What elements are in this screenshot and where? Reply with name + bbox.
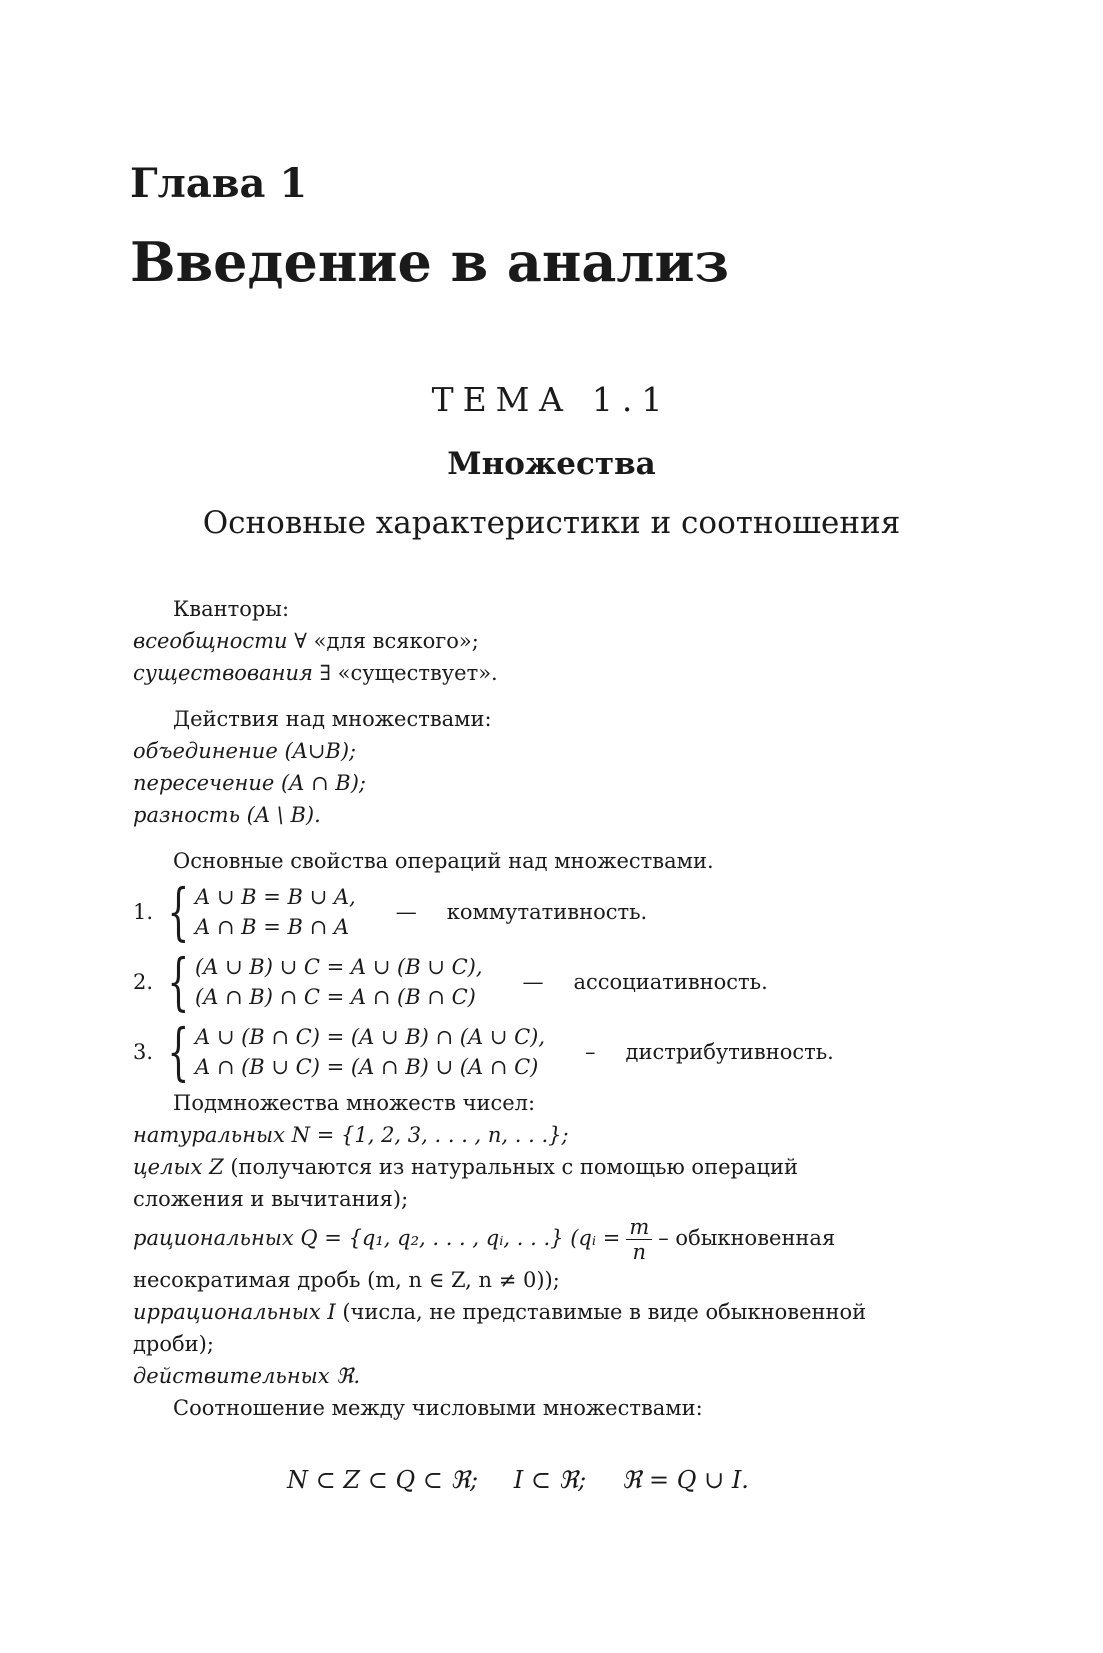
term: натуральных xyxy=(133,1123,285,1147)
property-name: дистрибутивность. xyxy=(625,1040,834,1064)
integer-numbers xyxy=(133,1151,903,1215)
topic-title: Множества xyxy=(447,446,656,482)
operation-union xyxy=(133,735,903,767)
real-numbers xyxy=(133,1360,903,1392)
formula: Z xyxy=(202,1155,224,1179)
formula: A ∪ B = B ∪ A, xyxy=(195,885,356,909)
dash: — xyxy=(395,900,417,924)
brace-icon: { xyxy=(167,945,190,1018)
formula: ℜ. xyxy=(329,1364,361,1388)
term: существования xyxy=(133,661,313,685)
existential-quantifier xyxy=(133,657,903,689)
natural-numbers xyxy=(133,1119,903,1151)
operations-intro: Действия над множествами: xyxy=(173,707,492,731)
subsets-intro: Подмножества множеств чисел: xyxy=(173,1091,536,1115)
property-name: коммутативность. xyxy=(446,900,648,924)
fraction-denominator: n xyxy=(632,1240,647,1264)
formula: Q = {q₁, q₂, . . . , qᵢ, . . .} (qᵢ = xyxy=(293,1226,621,1250)
property-name: ассоциативность. xyxy=(573,970,768,994)
relations-formula xyxy=(133,1464,903,1496)
dash: – xyxy=(585,1040,596,1064)
chapter-label: Глава 1 xyxy=(130,160,308,207)
relations-intro: Соотношение между числовыми множествами: xyxy=(173,1396,703,1420)
term: иррациональных xyxy=(133,1300,321,1324)
term: объединение xyxy=(133,739,278,763)
term: действительных xyxy=(133,1364,330,1388)
formula: ℜ = Q ∪ I. xyxy=(621,1466,749,1494)
term: целых xyxy=(133,1155,203,1179)
universal-quantifier xyxy=(133,625,903,657)
properties-intro: Основные свойства операций над множествами. xyxy=(173,849,714,873)
topic-label: ТЕМА 1.1 xyxy=(431,380,672,419)
formula: (A \ B). xyxy=(240,803,321,827)
property-item xyxy=(133,947,903,1017)
formula: A ∩ (B ∪ C) = (A ∩ B) ∪ (A ∩ C) xyxy=(195,1055,539,1079)
brace-icon: { xyxy=(167,1015,190,1088)
formula: A ∩ B = B ∩ A xyxy=(195,915,350,939)
item-number: 2. xyxy=(133,970,154,994)
formula: (A ∪ B) ∪ C = A ∪ (B ∪ C), xyxy=(195,955,483,979)
fraction-numerator: m xyxy=(626,1215,652,1240)
chapter-title: Введение в анализ xyxy=(130,230,730,294)
formula: (A ∩ B) ∩ C = A ∩ (B ∩ C) xyxy=(195,985,476,1009)
definition: (получаются из натуральных с помощью операций сложения и вычитания); xyxy=(133,1155,798,1211)
formula: (A∪B); xyxy=(277,739,357,763)
term: всеобщности xyxy=(133,629,288,653)
dash: — xyxy=(522,970,544,994)
formula: A ∪ (B ∩ C) = (A ∪ B) ∩ (A ∪ C), xyxy=(195,1025,546,1049)
formula: I xyxy=(320,1300,336,1324)
topic-subtitle: Основные характеристики и соотношения xyxy=(202,505,901,541)
definition: ∀ «для всякого»; xyxy=(287,629,479,653)
term: разность xyxy=(133,803,240,827)
operation-intersection xyxy=(133,767,903,799)
property-item xyxy=(133,1017,903,1087)
formula: I ⊂ ℜ; xyxy=(513,1466,587,1494)
irrational-numbers xyxy=(133,1296,903,1360)
term: пересечение xyxy=(133,771,275,795)
quantifiers-intro: Кванторы: xyxy=(173,597,290,621)
formula: N = {1, 2, 3, . . . , n, . . .}; xyxy=(285,1123,569,1147)
definition: (числа, не представимые в виде обыкновенной дроби); xyxy=(133,1300,867,1356)
brace-icon: { xyxy=(167,875,190,948)
property-item xyxy=(133,877,903,947)
fraction xyxy=(626,1215,652,1264)
rational-numbers xyxy=(133,1215,903,1296)
formula: (A ∩ B); xyxy=(274,771,366,795)
definition: – обыкновенная несократимая дробь (m, n ∈ Z, n ≠ 0)); xyxy=(133,1226,836,1292)
term: рациональных xyxy=(133,1226,294,1250)
item-number: 1. xyxy=(133,900,154,924)
body-text xyxy=(133,593,903,1496)
operation-difference xyxy=(133,799,903,831)
item-number: 3. xyxy=(133,1040,154,1064)
definition: ∃ «существует». xyxy=(312,661,498,685)
formula: N ⊂ Z ⊂ Q ⊂ ℜ; xyxy=(287,1466,479,1494)
